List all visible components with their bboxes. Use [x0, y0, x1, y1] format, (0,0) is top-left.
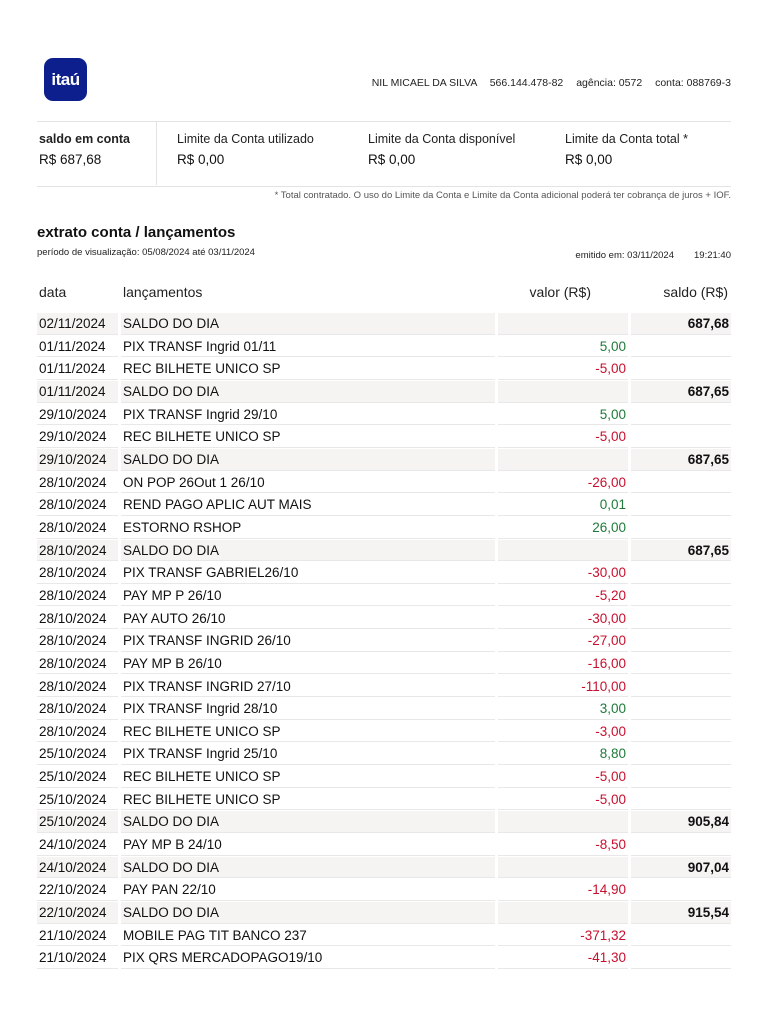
summary-label: Limite da Conta total * [565, 132, 688, 146]
row-description: SALDO DO DIA [121, 811, 495, 833]
row-value: -5,00 [498, 358, 628, 380]
daily-balance-row [37, 902, 731, 925]
row-date: 01/11/2024 [37, 336, 118, 358]
row-balance [631, 743, 731, 765]
row-description: PIX QRS MERCADOPAGO19/10 [121, 947, 495, 969]
row-date: 28/10/2024 [37, 494, 118, 516]
itau-logo: itaú [44, 58, 87, 101]
row-description: SALDO DO DIA [121, 540, 495, 562]
row-date: 28/10/2024 [37, 608, 118, 630]
row-value: -110,00 [498, 676, 628, 698]
row-balance [631, 653, 731, 675]
row-value: 8,80 [498, 743, 628, 765]
row-balance [631, 358, 731, 380]
column-header-date: data [39, 284, 67, 300]
row-balance [631, 721, 731, 743]
row-date: 21/10/2024 [37, 925, 118, 947]
row-description: SALDO DO DIA [121, 449, 495, 471]
transaction-row [37, 494, 731, 517]
column-header-value: valor (R$) [529, 284, 591, 300]
summary-label: Limite da Conta disponível [368, 132, 516, 146]
row-balance: 687,68 [631, 313, 731, 335]
row-balance [631, 585, 731, 607]
daily-balance-row [37, 449, 731, 472]
row-date: 29/10/2024 [37, 426, 118, 448]
transaction-row [37, 472, 731, 495]
row-balance [631, 426, 731, 448]
issued-date: emitido em: 03/11/2024 [575, 250, 675, 261]
row-description: ON POP 26Out 1 26/10 [121, 472, 495, 494]
row-balance: 905,84 [631, 811, 731, 833]
row-value: -16,00 [498, 653, 628, 675]
client-conta: conta: 088769-3 [655, 77, 731, 89]
row-value: -30,00 [498, 562, 628, 584]
transaction-row [37, 336, 731, 359]
transaction-row [37, 743, 731, 766]
row-description: PAY MP P 26/10 [121, 585, 495, 607]
row-balance [631, 834, 731, 856]
row-value [498, 381, 628, 403]
row-balance [631, 947, 731, 969]
row-value [498, 313, 628, 335]
summary-value: R$ 0,00 [565, 152, 613, 167]
row-date: 28/10/2024 [37, 585, 118, 607]
row-value: -5,00 [498, 426, 628, 448]
row-balance [631, 562, 731, 584]
row-description: PIX TRANSF INGRID 26/10 [121, 630, 495, 652]
row-value: -30,00 [498, 608, 628, 630]
summary-limite-utilizado [177, 132, 314, 167]
row-value: -41,30 [498, 947, 628, 969]
row-date: 25/10/2024 [37, 743, 118, 765]
row-description: PIX TRANSF GABRIEL26/10 [121, 562, 495, 584]
daily-balance-row [37, 857, 731, 880]
row-description: REC BILHETE UNICO SP [121, 358, 495, 380]
row-description: PAY AUTO 26/10 [121, 608, 495, 630]
row-value [498, 902, 628, 924]
transaction-row [37, 608, 731, 631]
row-description: SALDO DO DIA [121, 381, 495, 403]
daily-balance-row [37, 811, 731, 834]
row-value [498, 540, 628, 562]
transaction-row [37, 404, 731, 427]
row-value [498, 811, 628, 833]
row-date: 28/10/2024 [37, 517, 118, 539]
row-description: REC BILHETE UNICO SP [121, 766, 495, 788]
row-description: MOBILE PAG TIT BANCO 237 [121, 925, 495, 947]
transaction-row [37, 947, 731, 970]
summary-label: Limite da Conta utilizado [177, 132, 314, 146]
row-balance [631, 879, 731, 901]
row-balance: 915,54 [631, 902, 731, 924]
row-balance: 687,65 [631, 381, 731, 403]
row-description: PIX TRANSF Ingrid 29/10 [121, 404, 495, 426]
row-value: -8,50 [498, 834, 628, 856]
transaction-row [37, 721, 731, 744]
transaction-row [37, 676, 731, 699]
transaction-row [37, 653, 731, 676]
daily-balance-row [37, 313, 731, 336]
row-date: 25/10/2024 [37, 789, 118, 811]
row-date: 01/11/2024 [37, 381, 118, 403]
transaction-row [37, 426, 731, 449]
row-balance [631, 404, 731, 426]
row-date: 28/10/2024 [37, 653, 118, 675]
transaction-row [37, 517, 731, 540]
transaction-row [37, 834, 731, 857]
row-date: 28/10/2024 [37, 540, 118, 562]
row-balance: 907,04 [631, 857, 731, 879]
row-date: 25/10/2024 [37, 811, 118, 833]
row-date: 28/10/2024 [37, 562, 118, 584]
summary-limite-disponivel [368, 132, 515, 167]
client-agencia: agência: 0572 [576, 77, 643, 89]
summary-label: saldo em conta [39, 132, 130, 146]
row-balance [631, 766, 731, 788]
transactions-table [37, 313, 731, 970]
row-value: -371,32 [498, 925, 628, 947]
transaction-row [37, 630, 731, 653]
table-header [37, 284, 731, 304]
client-cpf: 566.144.478-82 [489, 77, 564, 89]
row-balance [631, 517, 731, 539]
transaction-row [37, 562, 731, 585]
daily-balance-row [37, 381, 731, 404]
row-description: PIX TRANSF Ingrid 01/11 [121, 336, 495, 358]
transaction-row [37, 698, 731, 721]
row-balance [631, 630, 731, 652]
summary-value: R$ 687,68 [39, 152, 102, 167]
row-description: PIX TRANSF Ingrid 25/10 [121, 743, 495, 765]
row-date: 24/10/2024 [37, 857, 118, 879]
statement-issued [575, 250, 731, 261]
transaction-row [37, 585, 731, 608]
summary-value: R$ 0,00 [177, 152, 225, 167]
row-date: 29/10/2024 [37, 404, 118, 426]
row-date: 28/10/2024 [37, 676, 118, 698]
issued-time: 19:21:40 [694, 250, 731, 261]
row-date: 28/10/2024 [37, 472, 118, 494]
row-balance [631, 698, 731, 720]
row-description: PIX TRANSF Ingrid 28/10 [121, 698, 495, 720]
row-balance [631, 472, 731, 494]
row-balance [631, 676, 731, 698]
row-description: REC BILHETE UNICO SP [121, 426, 495, 448]
row-balance [631, 608, 731, 630]
row-description: SALDO DO DIA [121, 857, 495, 879]
daily-balance-row [37, 540, 731, 563]
client-name: NIL MICAEL DA SILVA [371, 77, 477, 89]
row-date: 29/10/2024 [37, 449, 118, 471]
row-value: 5,00 [498, 336, 628, 358]
row-date: 25/10/2024 [37, 766, 118, 788]
row-date: 21/10/2024 [37, 947, 118, 969]
row-date: 28/10/2024 [37, 698, 118, 720]
row-description: SALDO DO DIA [121, 313, 495, 335]
summary-value: R$ 0,00 [368, 152, 416, 167]
row-value [498, 857, 628, 879]
row-description: REC BILHETE UNICO SP [121, 721, 495, 743]
row-value: 5,00 [498, 404, 628, 426]
row-value: -5,00 [498, 766, 628, 788]
transaction-row [37, 925, 731, 948]
row-value: 3,00 [498, 698, 628, 720]
row-balance [631, 925, 731, 947]
row-description: ESTORNO RSHOP [121, 517, 495, 539]
transaction-row [37, 879, 731, 902]
row-description: PIX TRANSF INGRID 27/10 [121, 676, 495, 698]
row-date: 22/10/2024 [37, 902, 118, 924]
row-value: -14,90 [498, 879, 628, 901]
statement-title: extrato conta / lançamentos [37, 224, 236, 241]
balance-summary [37, 121, 731, 187]
row-balance: 687,65 [631, 449, 731, 471]
transaction-row [37, 358, 731, 381]
row-balance [631, 494, 731, 516]
row-description: SALDO DO DIA [121, 902, 495, 924]
row-description: REND PAGO APLIC AUT MAIS [121, 494, 495, 516]
row-description: REC BILHETE UNICO SP [121, 789, 495, 811]
transaction-row [37, 766, 731, 789]
row-date: 28/10/2024 [37, 630, 118, 652]
row-date: 22/10/2024 [37, 879, 118, 901]
row-value: -26,00 [498, 472, 628, 494]
row-value: -3,00 [498, 721, 628, 743]
row-balance [631, 789, 731, 811]
row-description: PAY PAN 22/10 [121, 879, 495, 901]
summary-divider [156, 122, 157, 185]
row-value: -27,00 [498, 630, 628, 652]
row-value: 26,00 [498, 517, 628, 539]
row-date: 24/10/2024 [37, 834, 118, 856]
row-value: 0,01 [498, 494, 628, 516]
row-description: PAY MP B 26/10 [121, 653, 495, 675]
column-header-balance: saldo (R$) [663, 284, 728, 300]
client-info [372, 77, 731, 89]
limit-footnote: * Total contratado. O uso do Limite da Conta e Limite da Conta adicional poderá ter cobrança de juros + IOF. [274, 190, 731, 201]
summary-limite-total [565, 132, 688, 167]
row-value: -5,20 [498, 585, 628, 607]
statement-period: período de visualização: 05/08/2024 até 03/11/2024 [37, 247, 255, 258]
transaction-row [37, 789, 731, 812]
row-value [498, 449, 628, 471]
summary-saldo [39, 132, 130, 167]
row-description: PAY MP B 24/10 [121, 834, 495, 856]
row-balance [631, 336, 731, 358]
row-date: 01/11/2024 [37, 358, 118, 380]
row-value: -5,00 [498, 789, 628, 811]
row-date: 28/10/2024 [37, 721, 118, 743]
column-header-description: lançamentos [123, 284, 203, 300]
row-balance: 687,65 [631, 540, 731, 562]
row-date: 02/11/2024 [37, 313, 118, 335]
